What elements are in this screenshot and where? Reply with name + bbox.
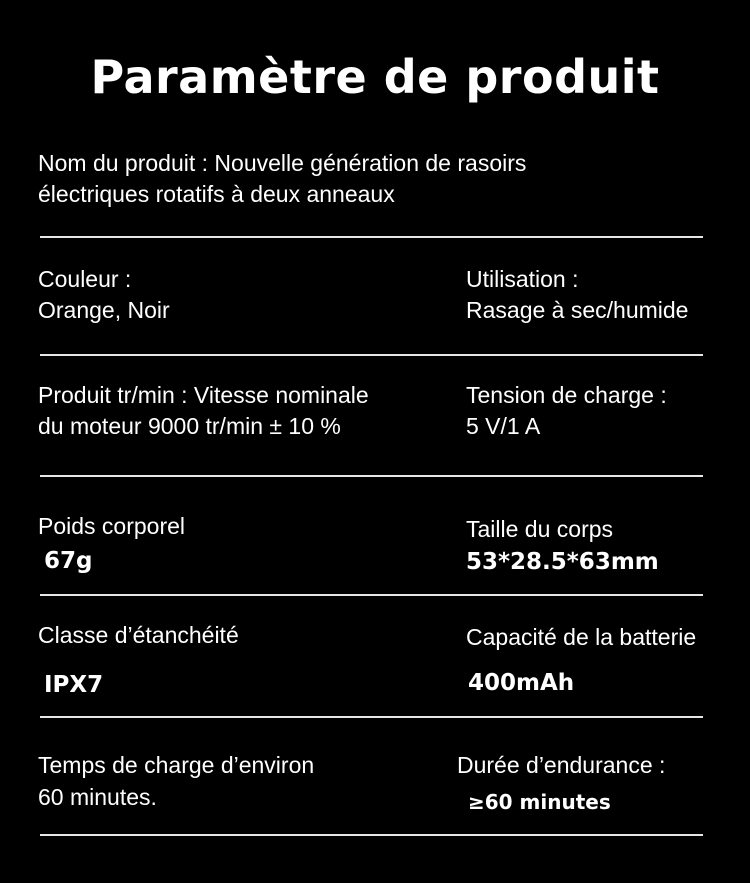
usage-label: Utilisation : <box>466 266 579 292</box>
waterproof-label: Classe d’étanchéité <box>38 622 239 648</box>
color-label: Couleur : <box>38 266 132 292</box>
motor-speed-line1: Produit tr/min : Vitesse nominale <box>38 382 369 408</box>
battery-value: 400mAh <box>468 670 575 696</box>
charge-voltage-label: Tension de charge : <box>466 382 667 408</box>
weight-label: Poids corporel <box>38 513 186 539</box>
charge-voltage-value: 5 V/1 A <box>466 413 541 439</box>
product-name-line2: électriques rotatifs à deux anneaux <box>38 181 395 207</box>
product-name-line1: Nom du produit : Nouvelle génération de rasoirs <box>38 150 527 176</box>
divider <box>40 834 703 836</box>
motor-speed-line2: du moteur 9000 tr/min ± 10 % <box>38 413 341 439</box>
waterproof-value: IPX7 <box>44 672 104 698</box>
endurance-value: ≥60 minutes <box>468 790 611 814</box>
page-title: Paramètre de produit <box>90 50 660 104</box>
divider <box>40 475 703 477</box>
divider <box>40 236 703 238</box>
weight-value: 67g <box>44 548 93 574</box>
charge-time-line1: Temps de charge d’environ <box>38 752 315 778</box>
divider <box>40 594 703 596</box>
usage-value: Rasage à sec/humide <box>466 297 689 323</box>
charge-time-line2: 60 minutes. <box>38 784 157 810</box>
divider <box>40 354 703 356</box>
color-value: Orange, Noir <box>38 297 170 323</box>
body-size-label: Taille du corps <box>466 516 614 542</box>
body-size-value: 53*28.5*63mm <box>466 549 659 575</box>
endurance-label: Durée d’endurance : <box>457 752 666 778</box>
divider <box>40 716 703 718</box>
battery-label: Capacité de la batterie <box>466 624 697 650</box>
